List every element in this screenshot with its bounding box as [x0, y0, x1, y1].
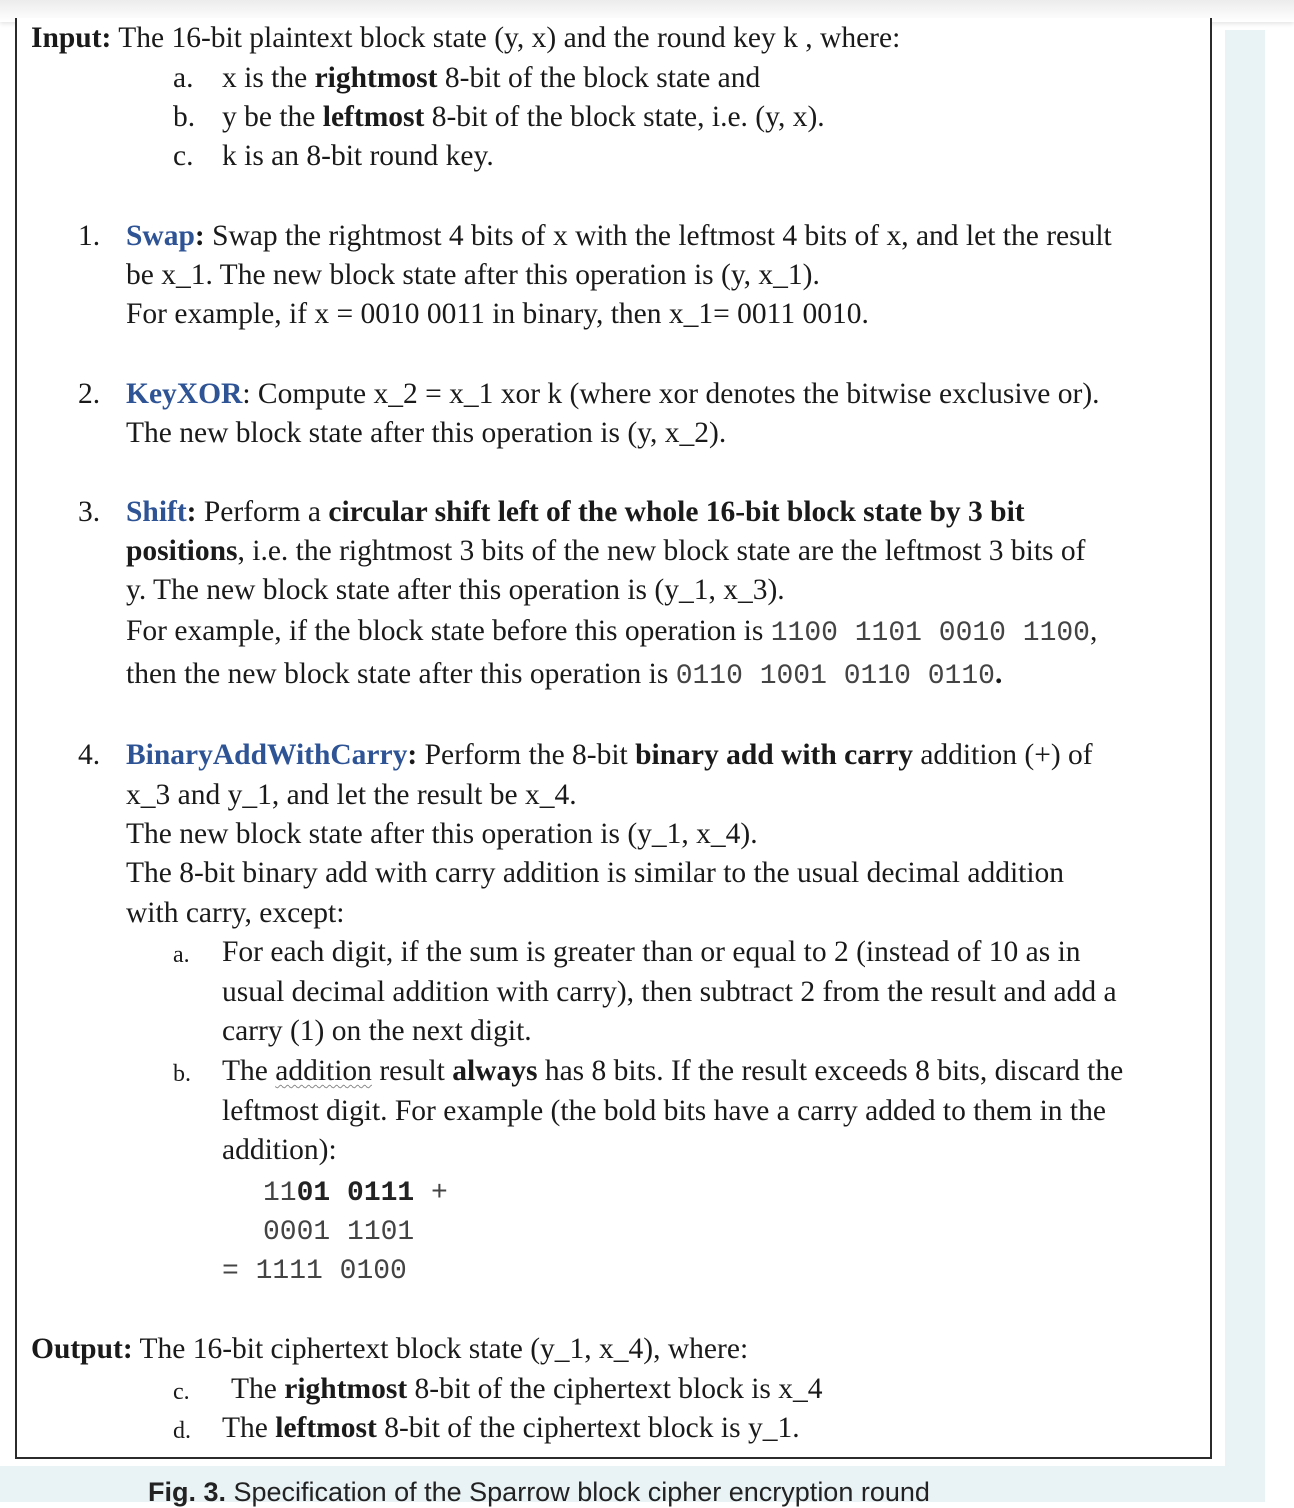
step-2-line-1: KeyXOR: Compute x_2 = x_1 xor k (where xor denotes the bitwise exclusive or). [126, 378, 1100, 410]
step-1-line-1: Swap: Swap the rightmost 4 bits of x with the leftmost 4 bits of x, and let the result [126, 220, 1112, 252]
step-1-line-3: For example, if x = 0010 0011 in binary, then x_1= 0011 0010. [126, 298, 869, 330]
step-4-sub-b-line-1: The addition result always has 8 bits. If the result exceeds 8 bits, discard the [222, 1055, 1124, 1087]
output-text: The 16-bit ciphertext block state (y_1, x_4), where: [132, 1333, 749, 1365]
step-1-name: Swap [126, 220, 195, 252]
shift-example-before: 1100 1101 0010 1100 [770, 618, 1090, 649]
step-4-sub-a-marker: a. [173, 942, 190, 968]
input-item-b: y be the leftmost 8-bit of the block state, i.e. (y, x). [222, 101, 825, 133]
step-1-line-2: be x_1. The new block state after this operation is (y, x_1). [126, 259, 820, 291]
step-3-line-3: y. The new block state after this operation is (y_1, x_3). [126, 574, 785, 606]
binary-example-row-1: 1101 0111 + [263, 1178, 448, 1209]
output-item-d-marker: d. [173, 1418, 191, 1444]
figure-caption: Fig. 3. Specification of the Sparrow block cipher encryption round [148, 1477, 930, 1507]
input-line [31, 20, 900, 56]
step-3-line-4: For example, if the block state before this operation is 1100 1101 0010 1100, [126, 615, 1098, 649]
shift-example-after: 0110 1001 0110 0110 [675, 661, 995, 692]
step-3-line-5: then the new block state after this operation is 0110 1001 0110 0110. [126, 658, 1003, 692]
step-3-number: 3. [78, 496, 101, 528]
step-1-number: 1. [78, 220, 101, 252]
step-4-sub-b-marker: b. [173, 1061, 191, 1087]
input-item-c: k is an 8-bit round key. [222, 140, 494, 172]
step-3-line-2: positions, i.e. the rightmost 3 bits of the new block state are the leftmost 3 bits of [126, 535, 1086, 567]
step-3-line-1: Shift: Perform a circular shift left of the whole 16-bit block state by 3 bit [126, 496, 1025, 528]
step-2-number: 2. [78, 378, 101, 410]
output-item-d: The leftmost 8-bit of the ciphertext block is y_1. [222, 1412, 800, 1444]
step-4-sub-a-line-3: carry (1) on the next digit. [222, 1015, 532, 1047]
input-item-a-marker: a. [173, 62, 194, 94]
output-heading: Output: [31, 1333, 133, 1365]
step-4-number: 4. [78, 739, 101, 771]
step-2-line-2: The new block state after this operation is (y, x_2). [126, 417, 727, 449]
step-4-line-1: BinaryAddWithCarry: Perform the 8-bit binary add with carry addition (+) of [126, 739, 1093, 771]
output-item-c-marker: c. [173, 1379, 190, 1405]
carry-bits: 01 0111 [296, 1178, 415, 1209]
step-4-sub-b-line-2: leftmost digit. For example (the bold bits have a carry added to them in the [222, 1095, 1106, 1127]
step-4-sub-a-line-2: usual decimal addition with carry), then subtract 2 from the result and add a [222, 976, 1117, 1008]
step-4-sub-b-line-3: addition): [222, 1134, 337, 1166]
figure-label: Fig. 3. [148, 1477, 227, 1507]
binary-example-row-3: = 1111 0100 [222, 1256, 407, 1287]
step-3-name: Shift [126, 496, 187, 528]
input-item-c-marker: c. [173, 140, 194, 172]
step-4-line-5: with carry, except: [126, 897, 345, 929]
step-4-name: BinaryAddWithCarry [126, 739, 408, 771]
input-heading: Input: [31, 22, 112, 54]
output-line [31, 1331, 748, 1367]
step-4-sub-a-line-1: For each digit, if the sum is greater than or equal to 2 (instead of 10 as in [222, 936, 1081, 968]
binary-example-row-2: 0001 1101 [263, 1217, 415, 1248]
input-item-b-marker: b. [173, 101, 196, 133]
step-4-line-3: The new block state after this operation is (y_1, x_4). [126, 818, 758, 850]
step-4-line-4: The 8-bit binary add with carry addition is similar to the usual decimal addition [126, 857, 1065, 889]
spellcheck-squiggle-word: addition [275, 1055, 372, 1087]
step-4-line-2: x_3 and y_1, and let the result be x_4. [126, 779, 577, 811]
input-item-a: x is the rightmost 8-bit of the block state and [222, 62, 761, 94]
output-item-c: The rightmost 8-bit of the ciphertext block is x_4 [231, 1373, 823, 1405]
side-panel [1225, 30, 1265, 1502]
input-text: The 16-bit plaintext block state (y, x) and the round key k , where: [118, 22, 901, 54]
step-2-name: KeyXOR [126, 378, 243, 410]
